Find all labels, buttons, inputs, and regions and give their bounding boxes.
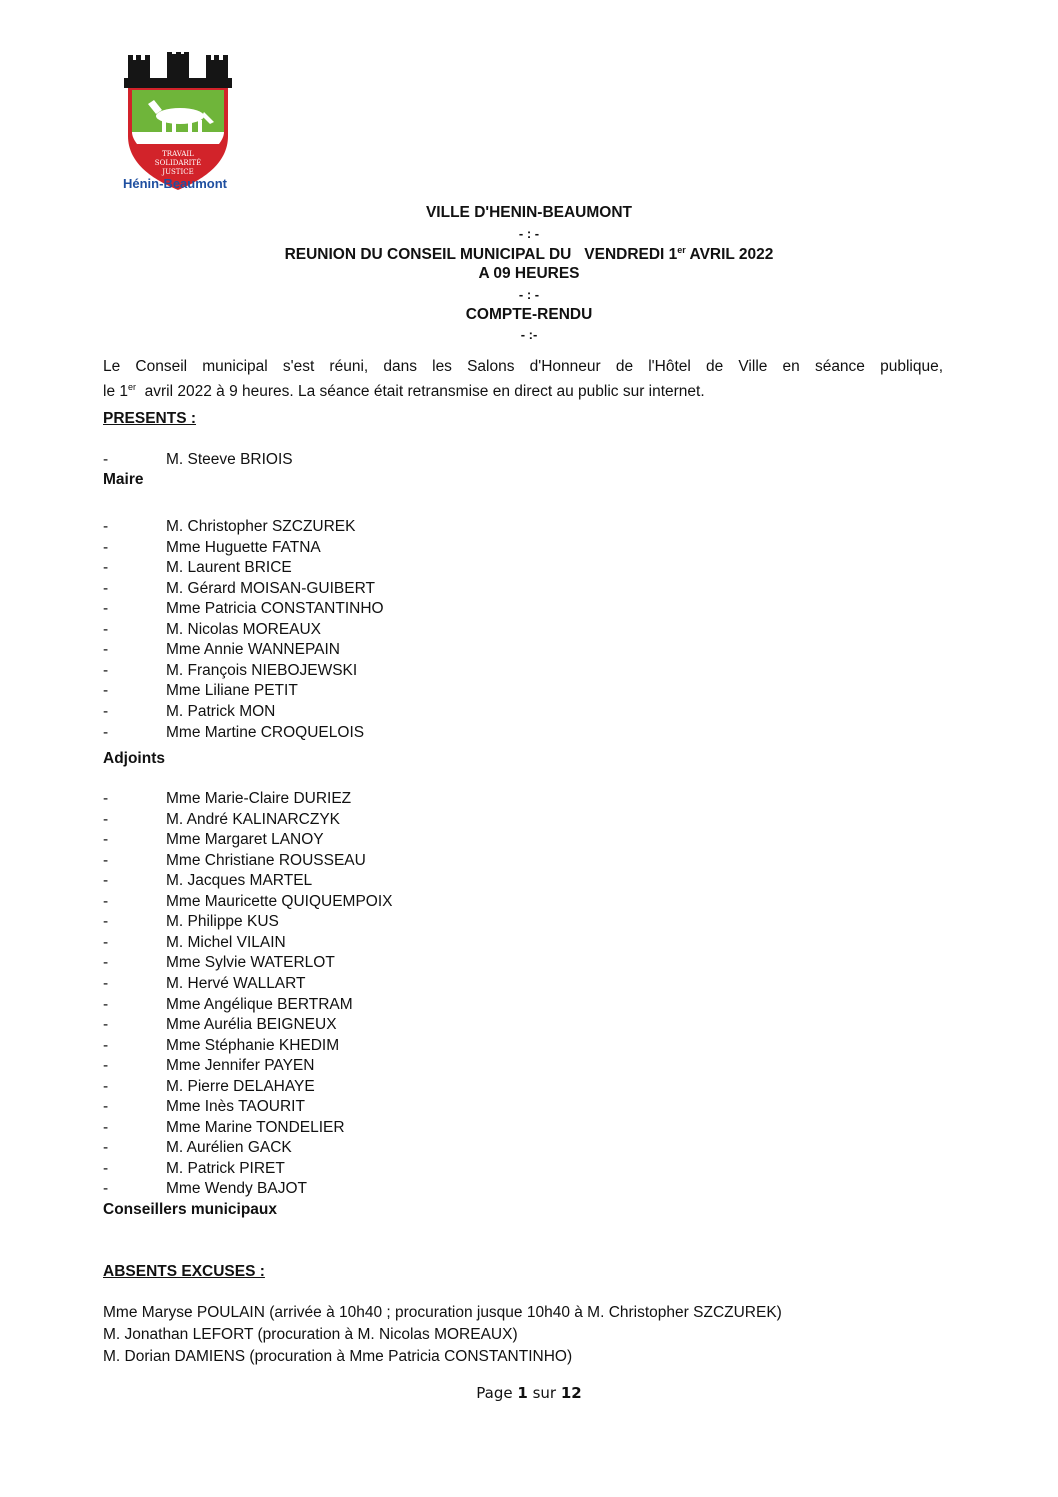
role-label-conseillers: Conseillers municipaux bbox=[103, 1201, 277, 1218]
member-name: Mme Aurélia BEIGNEUX bbox=[166, 1016, 337, 1034]
absent-item: M. Jonathan LEFORT (procuration à M. Nicolas MOREAUX) bbox=[103, 1326, 518, 1343]
member-name: Mme Marie-Claire DURIEZ bbox=[166, 790, 352, 807]
member-name: Mme Wendy BAJOT bbox=[166, 1180, 307, 1198]
absents-title: ABSENTS EXCUSES : bbox=[103, 1263, 265, 1280]
list-dash: - bbox=[103, 538, 109, 556]
member-name: Mme Margaret LANOY bbox=[166, 831, 324, 849]
list-dash: - bbox=[103, 851, 109, 869]
footer-page-total: 12 bbox=[560, 1384, 582, 1402]
member-name: M. Hervé WALLART bbox=[166, 974, 306, 992]
list-dash: - bbox=[103, 702, 109, 720]
role-label-adjoints: Adjoints bbox=[103, 750, 165, 767]
list-dash: - bbox=[103, 831, 109, 849]
list-dash: - bbox=[103, 518, 109, 535]
logo-motto-1: TRAVAIL bbox=[162, 150, 194, 158]
separator: - :- bbox=[520, 327, 538, 342]
document-type: COMPTE-RENDU bbox=[465, 306, 593, 323]
list-dash: - bbox=[103, 723, 109, 741]
member-name: Mme Liliane PETIT bbox=[166, 682, 298, 700]
member-name: Mme Patricia CONSTANTINHO bbox=[166, 600, 384, 618]
member-name: Mme Marine TONDELIER bbox=[166, 1118, 345, 1136]
member-name: M. Nicolas MOREAUX bbox=[166, 620, 322, 638]
list-dash: - bbox=[103, 1118, 109, 1136]
list-dash: - bbox=[103, 1180, 109, 1198]
list-dash: - bbox=[103, 1016, 109, 1034]
footer-page-number: 1 bbox=[517, 1384, 528, 1402]
list-dash: - bbox=[103, 810, 109, 828]
list-dash: - bbox=[103, 892, 109, 910]
list-dash: - bbox=[103, 1036, 109, 1054]
list-dash: - bbox=[103, 995, 109, 1013]
intro-line-2-sup: er bbox=[128, 382, 137, 392]
member-name: Mme Inès TAOURIT bbox=[166, 1098, 305, 1116]
member-name: Mme Huguette FATNA bbox=[166, 538, 321, 556]
list-dash: - bbox=[103, 451, 109, 468]
absent-item: M. Dorian DAMIENS (procuration à Mme Patricia CONSTANTINHO) bbox=[103, 1348, 573, 1365]
page-footer bbox=[0, 1384, 1058, 1402]
logo-motto-2: SOLIDARITÉ bbox=[154, 159, 202, 167]
list-dash: - bbox=[103, 1057, 109, 1075]
presents-title: PRESENTS : bbox=[103, 410, 197, 427]
member-name: Mme Martine CROQUELOIS bbox=[166, 723, 365, 741]
footer-prefix: Page bbox=[476, 1384, 518, 1402]
intro-paragraph bbox=[103, 356, 943, 402]
meeting-title-sup: er bbox=[677, 245, 686, 255]
list-dash: - bbox=[103, 974, 109, 992]
list-dash: - bbox=[103, 933, 109, 951]
list-dash: - bbox=[103, 641, 109, 659]
list-dash: - bbox=[103, 1139, 109, 1157]
list-dash: - bbox=[103, 1077, 109, 1095]
member-name: Mme Stéphanie KHEDIM bbox=[166, 1036, 340, 1054]
list-dash: - bbox=[103, 954, 109, 972]
intro-line-2a: le 1 bbox=[103, 383, 128, 401]
member-name: M. Patrick PIRET bbox=[166, 1159, 285, 1177]
list-dash: - bbox=[103, 600, 109, 618]
member-name: M. André KALINARCZYK bbox=[166, 810, 341, 828]
member-name: Mme Sylvie WATERLOT bbox=[166, 954, 335, 972]
role-label-maire: Maire bbox=[103, 471, 144, 488]
list-dash: - bbox=[103, 682, 109, 700]
member-name: M. Christopher SZCZUREK bbox=[166, 518, 356, 535]
intro-line-2b: avril 2022 à 9 heures. La séance était retransmise en direct au public sur internet. bbox=[136, 383, 705, 401]
member-name: M. François NIEBOJEWSKI bbox=[166, 661, 358, 679]
logo-caption: Hénin-Beaumont bbox=[123, 176, 227, 191]
separator: - : - bbox=[518, 226, 540, 241]
list-dash: - bbox=[103, 872, 109, 890]
member-name: Mme Jennifer PAYEN bbox=[166, 1057, 315, 1075]
member-name: Mme Annie WANNEPAIN bbox=[166, 641, 340, 659]
intro-line-1: Le Conseil municipal s'est réuni, dans les Salons d'Honneur de l'Hôtel de Ville en séance publique, bbox=[103, 358, 943, 375]
list-dash: - bbox=[103, 559, 109, 577]
logo-motto-3: JUSTICE bbox=[162, 168, 194, 176]
intro-line-2 bbox=[103, 383, 705, 400]
member-name: Mme Angélique BERTRAM bbox=[166, 995, 353, 1013]
footer-middle: sur bbox=[527, 1384, 561, 1402]
member-name: M. Steeve BRIOIS bbox=[166, 451, 293, 468]
member-name: M. Philippe KUS bbox=[166, 913, 279, 931]
list-dash: - bbox=[103, 1159, 109, 1177]
member-name: M. Gérard MOISAN-GUIBERT bbox=[166, 579, 375, 597]
list-dash: - bbox=[103, 790, 109, 807]
member-name: M. Michel VILAIN bbox=[166, 933, 286, 951]
member-name: Mme Mauricette QUIQUEMPOIX bbox=[166, 892, 393, 910]
separator: - : - bbox=[518, 287, 540, 302]
list-dash: - bbox=[103, 579, 109, 597]
list-dash: - bbox=[103, 661, 109, 679]
absent-item: Mme Maryse POULAIN (arrivée à 10h40 ; procuration jusque 10h40 à M. Christopher SZCZUREK) bbox=[103, 1304, 782, 1321]
list-dash: - bbox=[103, 1098, 109, 1116]
list-dash: - bbox=[103, 620, 109, 638]
list-dash: - bbox=[103, 913, 109, 931]
member-name: Mme Christiane ROUSSEAU bbox=[166, 851, 366, 869]
member-name: M. Patrick MON bbox=[166, 702, 276, 720]
member-name: M. Pierre DELAHAYE bbox=[166, 1077, 315, 1095]
member-name: M. Jacques MARTEL bbox=[166, 872, 313, 890]
meeting-time: A 09 HEURES bbox=[478, 265, 580, 282]
member-name: M. Aurélien GACK bbox=[166, 1139, 292, 1157]
meeting-title bbox=[0, 245, 1058, 264]
meeting-title-suffix: AVRIL 2022 bbox=[685, 246, 774, 264]
meeting-title-prefix: REUNION DU CONSEIL MUNICIPAL DU VENDREDI 1 bbox=[284, 246, 678, 264]
member-name: M. Laurent BRICE bbox=[166, 559, 292, 577]
city-title: VILLE D'HENIN-BEAUMONT bbox=[425, 204, 633, 221]
